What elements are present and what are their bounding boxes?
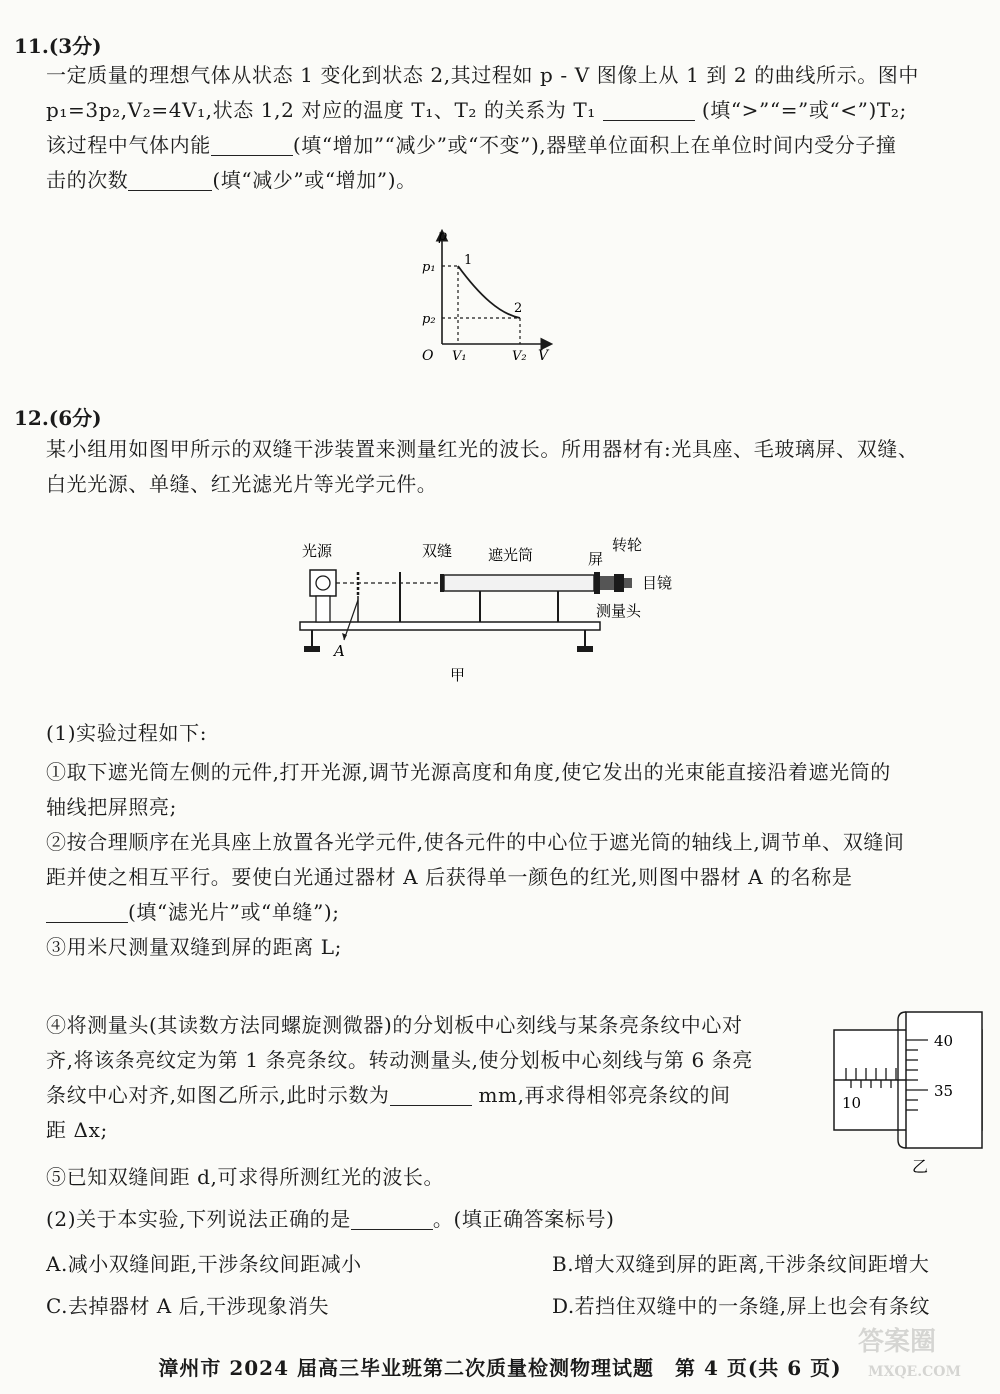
q11-line-3b: (填“增加”“减少”或“不变”),器壁单位面积上在单位时间内受分子撞 bbox=[292, 133, 897, 157]
p-axis-label: p bbox=[438, 228, 447, 244]
label-measuring-head: 测量头 bbox=[596, 602, 642, 620]
q11-line-2b: (填“>”“=”或“<”)T₂; bbox=[701, 98, 907, 122]
q12-part-2 bbox=[46, 1202, 976, 1237]
label-eyepiece: 目镜 bbox=[642, 574, 673, 592]
q12-intro-2: 白光光源、单缝、红光滤光片等光学元件。 bbox=[46, 472, 438, 496]
wheel bbox=[614, 574, 624, 592]
part-2-text-a: (2)关于本实验,下列说法正确的是 bbox=[46, 1207, 351, 1231]
state-2-label: 2 bbox=[514, 301, 523, 316]
step-title: (1)实验过程如下: bbox=[46, 721, 208, 745]
page-footer: 漳州市 2024 届高三毕业班第二次质量检测物理试题 第 4 页(共 6 页) bbox=[158, 1356, 842, 1380]
step-2a: ②按合理顺序在光具座上放置各光学元件,使各元件的中心位于遮光筒的轴线上,调节单、双缝间 bbox=[46, 830, 905, 854]
q11-line-2a: p₁=3p₂,V₂=4V₁,状态 1,2 对应的温度 T₁、T₂ 的关系为 T₁ bbox=[46, 98, 596, 122]
step-3: ③用米尺测量双缝到屏的距离 L; bbox=[46, 935, 342, 959]
q11-line-3 bbox=[46, 128, 976, 163]
watermark-line-2: MXQE.COM bbox=[868, 1364, 961, 1380]
question-11-number: 11.(3分) bbox=[14, 34, 102, 58]
step-4c-b: mm,再求得相邻亮条纹的间 bbox=[478, 1083, 731, 1107]
q11-line-1: 一定质量的理想气体从状态 1 变化到状态 2,其过程如 p - V 图像上从 1 到 2 的曲线所示。图中 bbox=[46, 63, 919, 87]
label-screen: 屏 bbox=[588, 550, 604, 568]
eyepiece bbox=[624, 578, 632, 588]
optical-bench bbox=[300, 622, 600, 630]
question-12-number: 12.(6分) bbox=[14, 406, 102, 430]
micrometer-figure bbox=[830, 1008, 990, 1178]
process-curve bbox=[458, 266, 523, 318]
answer-blank-element-a[interactable] bbox=[46, 900, 128, 923]
answer-blank-reading[interactable] bbox=[390, 1083, 472, 1106]
v1-label: V₁ bbox=[452, 349, 467, 364]
thimble-label-40: 40 bbox=[934, 1032, 954, 1050]
q12-steps bbox=[46, 716, 976, 965]
light-shield-tube bbox=[444, 575, 594, 591]
option-a[interactable]: A.减小双缝间距,干涉条纹间距减小 bbox=[46, 1252, 362, 1276]
answer-blank-internal-energy[interactable] bbox=[211, 133, 293, 156]
figure-a-caption: 甲 bbox=[450, 666, 466, 684]
watermark-line-1: 答案圈 bbox=[858, 1327, 937, 1357]
q11-line-4 bbox=[46, 163, 976, 198]
measuring-head bbox=[600, 576, 614, 590]
option-c[interactable]: C.去掉器材 A 后,干涉现象消失 bbox=[46, 1294, 329, 1318]
question-12-intro bbox=[46, 432, 976, 502]
q11-line-2 bbox=[46, 93, 976, 128]
figure-b-caption: 乙 bbox=[912, 1157, 929, 1176]
q11-line-4a: 击的次数 bbox=[46, 168, 129, 192]
apparatus-figure bbox=[290, 530, 690, 690]
q11-line-3a: 该过程中气体内能 bbox=[46, 133, 211, 157]
v-axis-label: V bbox=[538, 348, 549, 364]
origin-label: O bbox=[422, 348, 434, 364]
pv-graph bbox=[410, 226, 560, 366]
main-scale-label-10: 10 bbox=[842, 1094, 862, 1112]
thimble-label-35: 35 bbox=[934, 1082, 954, 1100]
label-light-source: 光源 bbox=[302, 542, 333, 560]
step-1b: 轴线把屏照亮; bbox=[46, 795, 177, 819]
answer-blank-temperature[interactable] bbox=[603, 98, 695, 121]
option-b[interactable]: B.增大双缝到屏的距离,干涉条纹间距增大 bbox=[552, 1252, 930, 1276]
step-4c-a: 条纹中心对齐,如图乙所示,此时示数为 bbox=[46, 1083, 390, 1107]
step-4b: 齐,将该条亮纹定为第 1 条亮条纹。转动测量头,使分划板中心刻线与第 6 条亮 bbox=[46, 1048, 753, 1072]
light-source bbox=[310, 570, 336, 596]
step-2b: 距并使之相互平行。要使白光通过器材 A 后获得单一颜色的红光,则图中器材 A 的名称是 bbox=[46, 865, 853, 889]
q12-step-4 bbox=[46, 1008, 826, 1148]
answer-blank-choice[interactable] bbox=[351, 1207, 433, 1230]
label-tube: 遮光筒 bbox=[488, 546, 534, 564]
option-d[interactable]: D.若挡住双缝中的一条缝,屏上也会有条纹 bbox=[552, 1294, 931, 1318]
watermark-logo bbox=[850, 1316, 980, 1386]
step-4d: 距 Δx; bbox=[46, 1118, 108, 1142]
state-1-label: 1 bbox=[464, 253, 473, 268]
q11-line-4b: (填“减少”或“增加”)。 bbox=[212, 168, 417, 192]
screen bbox=[594, 572, 600, 594]
v2-label: V₂ bbox=[512, 349, 527, 364]
step-1a: ①取下遮光筒左侧的元件,打开光源,调节光源高度和角度,使它发出的光束能直接沿着遮光筒的 bbox=[46, 760, 891, 784]
label-wheel: 转轮 bbox=[612, 536, 643, 554]
part-2-text-b: 。(填正确答案标号) bbox=[432, 1207, 615, 1231]
question-11-text bbox=[46, 58, 976, 198]
p2-label: p₂ bbox=[422, 312, 436, 327]
p1-label: p₁ bbox=[422, 260, 436, 275]
step-2c-text: (填“滤光片”或“单缝”); bbox=[128, 900, 340, 924]
answer-blank-collisions[interactable] bbox=[128, 168, 212, 191]
step-5: ⑤已知双缝间距 d,可求得所测红光的波长。 bbox=[46, 1165, 445, 1189]
label-a: A bbox=[334, 642, 345, 660]
step-4a: ④将测量头(其读数方法同螺旋测微器)的分划板中心刻线与某条亮条纹中心对 bbox=[46, 1013, 743, 1037]
q12-intro-1: 某小组用如图甲所示的双缝干涉装置来测量红光的波长。所用器材有:光具座、毛玻璃屏、双缝、 bbox=[46, 437, 919, 461]
label-double-slit: 双缝 bbox=[422, 542, 453, 560]
step-2c bbox=[46, 895, 976, 930]
step-4c bbox=[46, 1078, 826, 1113]
